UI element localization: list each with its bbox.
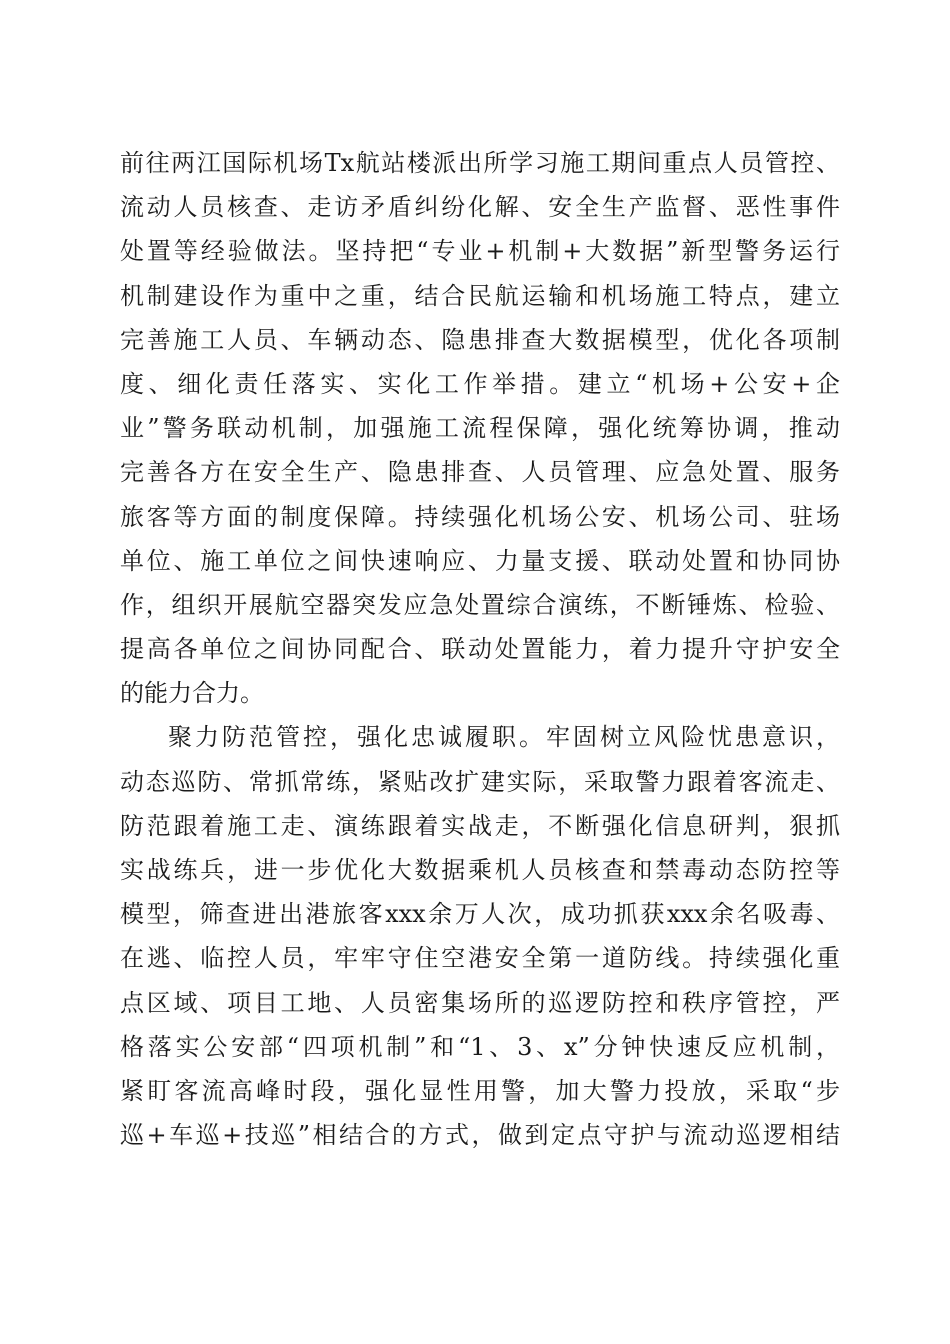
text-line: 格落实公安部“四项机制”和“1、3、x”分钟快速反应机制， (120, 1032, 840, 1061)
text-line: 完善各方在安全生产、隐患排查、人员管理、应急处置、服务 (120, 458, 840, 487)
text-line: 处置等经验做法。坚持把“专业+机制+大数据”新型警务运行 (120, 237, 840, 266)
text-line: 的能力合力。 (120, 679, 264, 708)
text-line: 聚力防范管控，强化忠诚履职。牢固树立风险忧患意识， (168, 723, 840, 752)
text-line: 旅客等方面的制度保障。持续强化机场公安、机场公司、驻场 (120, 502, 840, 531)
text-line: 机制建设作为重中之重，结合民航运输和机场施工特点，建立 (120, 281, 840, 310)
paragraph-2 (120, 715, 840, 1157)
text-line: 业”警务联动机制，加强施工流程保障，强化统筹协调，推动 (120, 414, 840, 443)
text-line: 紧盯客流高峰时段，强化显性用警，加大警力投放，采取“步 (120, 1076, 840, 1105)
text-line: 完善施工人员、车辆动态、隐患排查大数据模型，优化各项制 (120, 325, 840, 354)
text-line: 巡+车巡+技巡”相结合的方式，做到定点守护与流动巡逻相结 (120, 1121, 840, 1150)
text-line: 防范跟着施工走、演练跟着实战走，不断强化信息研判，狠抓 (120, 811, 840, 840)
text-line: 单位、施工单位之间快速响应、力量支援、联动处置和协同协 (120, 546, 840, 575)
paragraph-1 (120, 141, 840, 715)
text-line: 模型，筛查进出港旅客xxx余万人次，成功抓获xxx余名吸毒、 (120, 900, 840, 929)
text-line: 流动人员核查、走访矛盾纠纷化解、安全生产监督、恶性事件 (120, 193, 840, 222)
text-line: 点区域、项目工地、人员密集场所的巡逻防控和秩序管控，严 (120, 988, 840, 1017)
text-line: 作，组织开展航空器突发应急处置综合演练，不断锤炼、检验、 (120, 590, 840, 619)
text-line: 提高各单位之间协同配合、联动处置能力，着力提升守护安全 (120, 635, 840, 664)
text-line: 在逃、临控人员，牢牢守住空港安全第一道防线。持续强化重 (120, 944, 840, 973)
text-line: 度、细化责任落实、实化工作举措。建立“机场+公安+企 (120, 369, 840, 398)
text-line: 实战练兵，进一步优化大数据乘机人员核查和禁毒动态防控等 (120, 856, 840, 884)
text-line: 动态巡防、常抓常练，紧贴改扩建实际，采取警力跟着客流走、 (120, 767, 840, 796)
document-body (120, 141, 840, 1157)
text-line: 前往两江国际机场Tx航站楼派出所学习施工期间重点人员管控、 (120, 149, 840, 177)
